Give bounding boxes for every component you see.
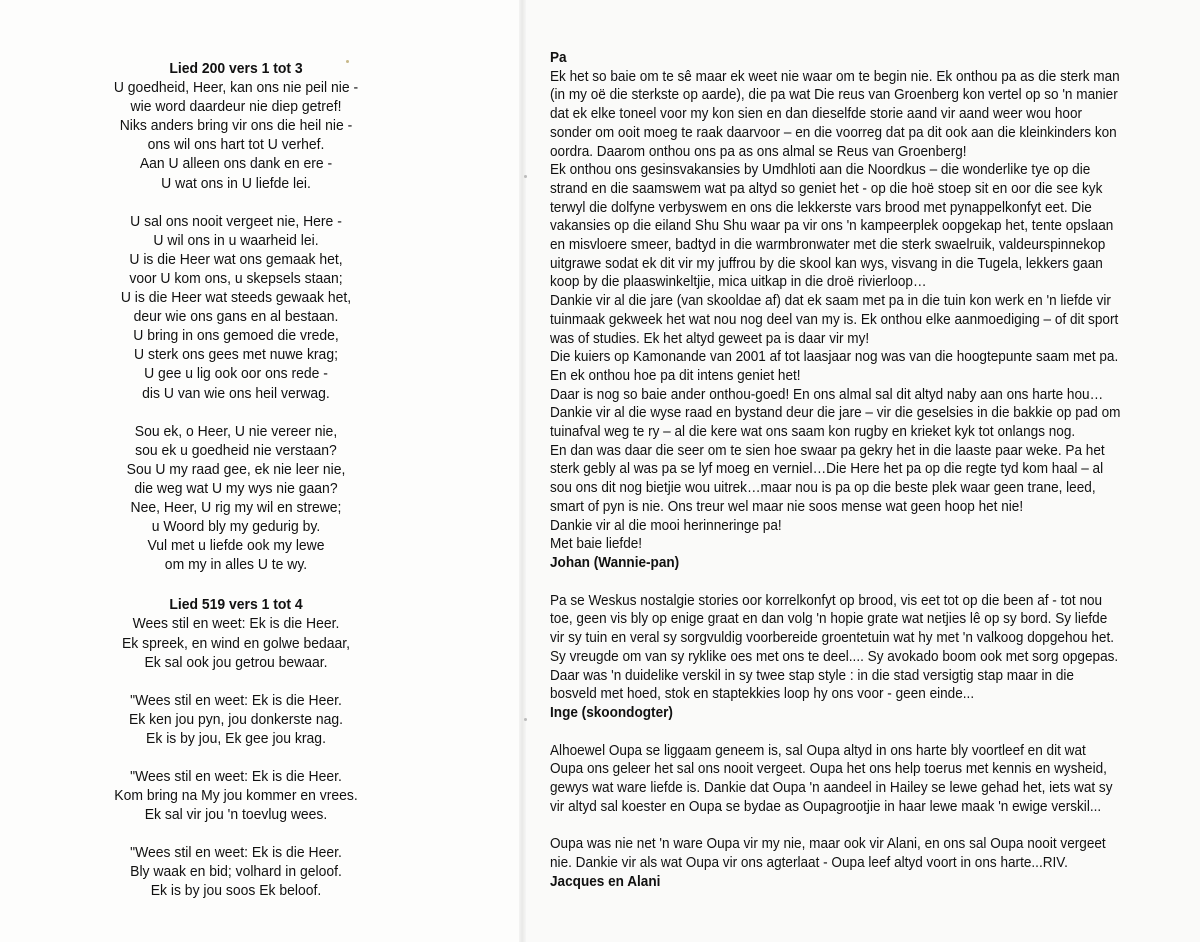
verse-line: Ek ken jou pyn, jou donkerste nag. [128,710,344,728]
tribute-signature: Inge (skoondogter) [550,703,673,721]
verse-line: deur wie ons gans en al bestaan. [133,308,339,326]
paragraph-line: sterk gebly al was pa se lyf moeg en verniel…Die Here het pa op die regte tyd kom haal – al [550,460,1104,478]
verse-line: U wil ons in u waarheid lei. [153,231,319,249]
verse-line: Ek spreek, en wind en golwe bedaar, [122,634,350,652]
verse-line: Niks anders bring vir ons die heil nie - [119,117,353,135]
verse-line: sou ek u goedheid nie verstaan? [135,441,337,459]
paragraph-line: En dan was daar die seer om te sien hoe swaar pa gekry het in die laaste paar weke. Pa het [550,441,1105,459]
hymn-stanzas [35,614,437,900]
paragraph-line: koop by die plaaswinkeltjie, mica uitkap in die droë rivierloop… [550,273,927,291]
paragraph-line: tuinafval weg te ry – al die kere wat ons saam kon rugby en krieket kyk tot onlangs nog. [550,423,1076,441]
verse-line: Ek sal vir jou 'n toevlug wees. [144,806,328,824]
paragraph-line: Met baie liefde! [550,535,643,553]
verse-line: dis U van wie ons heil verwag. [142,384,330,402]
paragraph-line: nie. Dankie vir als wat Oupa vir ons agterlaat - Oupa leef altyd voort in ons harte...RIV. [550,854,1068,872]
verse-line: Wees stil en weet: Ek is die Heer. [132,615,340,633]
paragraph-line: strand en die saamswem wat pa altyd so geniet het - op die hoë stoep sit en oor die see kyk [550,179,1103,197]
paragraph-line: gewys wat ware liefde is. Dankie dat Oupa 'n aandeel in Hailey se lewe gehad het, iets wat sy [550,779,1113,797]
hymn-title: Lied 519 vers 1 tot 4 [169,596,303,614]
tribute-heading: Pa [550,49,567,66]
verse-line: Kom bring na My jou kommer en vrees. [114,787,358,805]
paper-speck [524,718,527,721]
tribute-section [550,742,1147,817]
paragraph-line: terwyl die dolfyne verbyswem en ons die lekkerste vars brood met pynappelkonfyt eet. Die [550,198,1092,216]
tribute-signature: Johan (Wannie-pan) [550,553,680,571]
paragraph-line: Oupa was nie net 'n ware Oupa vir my nie, maar ook vir Alani, en ons sal Oupa nooit vergeet [550,835,1106,853]
hymn-title: Lied 200 vers 1 tot 3 [169,60,303,77]
paragraph-line: Dankie vir al die mooi herinneringe pa! [550,516,782,534]
verse-line: "Wees stil en weet: Ek is die Heer. [130,768,342,785]
verse-line: Ek sal ook jou getrou bewaar. [144,653,328,671]
tribute-column [550,49,1147,892]
paragraph-line: toe, geen vis bly op enige graat en dan volg 'n hopie grate wat netjies lê op sy bord. Sy liefde [550,610,1108,628]
paragraph-line: Ek het so baie om te sê maar ek weet nie waar om te begin nie. Ek onthou pa as die sterk man [550,67,1120,85]
paragraph-line: Alhoewel Oupa se liggaam geneem is, sal Oupa altyd in ons harte bly voortleef en dit wat [550,741,1086,759]
tribute-section [550,68,1147,554]
paragraph-line: vir sy tuin en veral sy sorgvuldig voorbereide groentetuin wat hy met 'n valkoog dopgehou het. [550,629,1115,647]
paragraph-line: Daar was 'n duidelike verskil in sy twee stap style : in die stad versigtig stap maar in die [550,666,1074,684]
verse-line: Sou ek, o Heer, U nie vereer nie, [134,422,338,440]
paragraph-line: bosveld met hoed, stok en staptekkies loop hy ons voor - geen einde... [550,685,975,703]
paragraph-line: En ek onthou hoe pa dit intens geniet het! [550,366,801,384]
tribute-section [550,592,1147,704]
paragraph-line: sou ons dit nog bietjie wou uitrek…maar nou is pa op die beste plek waar geen trane, leed, [550,479,1096,497]
verse-line: U sterk ons gees met nuwe krag; [134,346,338,364]
paragraph-line: Ek onthou ons gesinsvakansies by Umdhloti aan die Noordkus – die wonderlike tye op die [550,161,1091,179]
paragraph-line: en misvloere smeer, badtyd in die warmbronwater met die sterk swaelruik, valdeurspinnekop [550,236,1106,254]
verse-line: om my in alles U te wy. [164,556,308,574]
verse-line: "Wees stil en weet: Ek is die Heer. [130,844,342,862]
paragraph-line: uitgrawe sodat ek dit vir my juffrou by die skool kan wys, visvang in die Tugela, lekkers gaan [550,254,1103,272]
verse-line: U is die Heer wat ons gemaak het, [129,250,343,268]
paragraph-line: Oupa ons geleer het sal ons nooit vergeet. Oupa het ons help toerus met kennis en wysheid, [550,760,1107,778]
verse-line: Bly waak en bid; volhard in geloof. [130,863,342,881]
verse-line: Nee, Heer, U rig my wil en strewe; [130,498,342,516]
hymn-column [35,59,437,901]
verse-line: Ek is by jou soos Ek beloof. [150,882,322,900]
paragraph-line: dat ek elke toneel voor my kon sien en dan dieselfde storie aand vir aand weer wou hoor [550,105,1083,123]
verse-line: U goedheid, Heer, kan ons nie peil nie - [113,79,359,97]
page-fold [519,0,526,942]
paragraph-line: Pa se Weskus nostalgie stories oor korrelkonfyt op brood, vis eet tot op die been af - tot nou [550,591,1103,609]
verse-line: "Wees stil en weet: Ek is die Heer. [130,691,342,709]
verse-line: Sou U my raad gee, ek nie leer nie, [126,460,346,478]
verse-line: voor U kom ons, u skepsels staan; [129,269,343,287]
verse-line: ons wil ons hart tot U verhef. [147,136,325,154]
paragraph-line: Die kuiers op Kamonande van 2001 af tot laasjaar nog was van die hoogtepunte saam met pa. [550,348,1119,366]
paragraph-line: vakansies op die eiland Shu Shu waar pa vir ons 'n kampeerplek oopgekap het, tente opslaan [550,217,1114,235]
paragraph-line: (in my oë die sterkste op aarde), die pa wat Die reus van Groenberg kon vertel op so 'n manier [550,86,1118,104]
paragraph-line: Dankie vir al die wyse raad en bystand deur die jare – vir die geselsies in die bakkie op pad om [550,404,1121,422]
paper-speck [524,175,527,178]
paragraph-line: Daar is nog so baie ander onthou-goed! En ons almal sal dit altyd naby aan ons harte hou… [550,385,1104,403]
paragraph-line: vir altyd sal koester en Oupa se bydae as Oupagrootjie in haar lewe maak 'n ewige verskil... [550,797,1102,815]
verse-line: U gee u lig ook oor ons rede - [144,365,328,383]
paragraph-line: tuinmaak gekweek het wat nou nog deel van my is. Ek onthou elke aanmoediging – of dit sport [550,310,1119,328]
paragraph-line: was of studies. Ek het altyd geweet pa is daar vir my! [550,329,870,347]
paragraph-line: Dankie vir al die jare (van skooldae af) dat ek saam met pa in die tuin kon werk en 'n liefde vir [550,292,1111,310]
tribute-signature: Jacques en Alani [550,872,661,890]
paragraph-line: oordra. Daarom onthou ons pa as ons almal se Reus van Groenberg! [550,142,967,160]
paragraph-line: sonder om ooit moeg te raak daarvoor – en die voorreg dat pa dit ook aan die kleinkinders kon [550,123,1117,141]
verse-line: u Woord bly my gedurig by. [151,518,321,536]
verse-line: die weg wat U my wys nie gaan? [134,479,338,497]
verse-line: U wat ons in U liefde lei. [161,174,311,192]
verse-line: Aan U alleen ons dank en ere - [139,155,333,173]
verse-line: U is die Heer wat steeds gewaak het, [120,289,352,307]
tribute-section [550,835,1147,872]
verse-line: Ek is by jou, Ek gee jou krag. [146,729,326,747]
paragraph-line: Sy vreugde om van sy ryklike oes met ons te deel.... Sy avokado boom ook met sorg opgepas. [550,647,1119,665]
verse-line: U bring in ons gemoed die vrede, [133,327,339,345]
verse-line: wie word daardeur nie diep getref! [130,98,342,116]
verse-line: Vul met u liefde ook my lewe [147,537,325,555]
verse-line: U sal ons nooit vergeet nie, Here - [130,212,342,230]
paragraph-line: smart of pyn is nie. Ons treur wel maar nie soos mense wat geen hoop het nie! [550,497,1024,515]
hymn-stanzas [35,78,437,574]
